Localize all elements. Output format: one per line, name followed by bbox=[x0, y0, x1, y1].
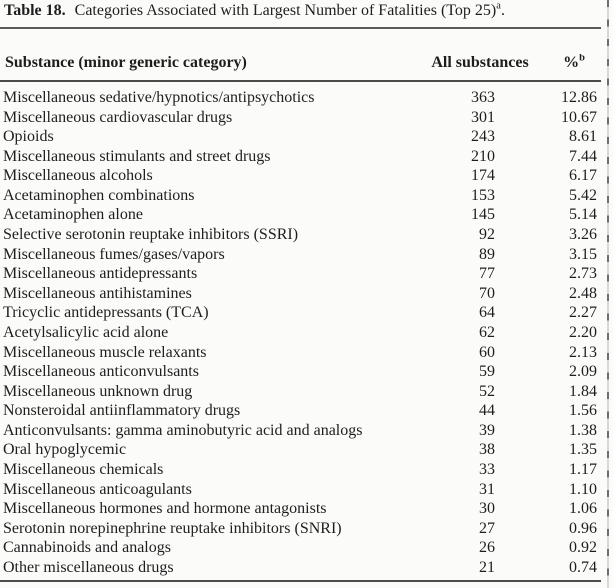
table-row bbox=[0, 166, 601, 186]
percent-cell: 5.42 bbox=[569, 186, 597, 204]
count-cell: 301 bbox=[471, 108, 495, 126]
table-row bbox=[0, 421, 601, 441]
column-header-percent bbox=[540, 54, 601, 72]
percent-cell: 6.17 bbox=[569, 167, 597, 185]
table-row bbox=[0, 205, 601, 225]
count-cell: 60 bbox=[479, 343, 495, 361]
count-cell: 38 bbox=[479, 441, 495, 459]
count-cell: 33 bbox=[479, 460, 495, 478]
table-title-footnote-marker: a bbox=[496, 0, 501, 12]
table-row bbox=[0, 382, 601, 402]
percent-cell: 0.96 bbox=[569, 519, 597, 537]
substance-cell: Nonsteroidal antiinflammatory drugs bbox=[3, 402, 241, 420]
rule-below-header bbox=[0, 80, 601, 82]
percent-cell: 5.14 bbox=[569, 206, 597, 224]
percent-cell: 1.06 bbox=[569, 500, 597, 518]
percent-cell: 10.67 bbox=[561, 108, 597, 126]
count-cell: 44 bbox=[479, 402, 495, 420]
substance-cell: Other miscellaneous drugs bbox=[3, 558, 174, 576]
percent-cell: 2.73 bbox=[569, 265, 597, 283]
table-row bbox=[0, 245, 601, 265]
table-title bbox=[4, 2, 505, 20]
table-title-text: Categories Associated with Largest Number of Fatalities (Top 25) bbox=[74, 2, 497, 19]
table-row bbox=[0, 460, 601, 480]
table-body bbox=[0, 88, 601, 577]
percent-cell: 2.13 bbox=[569, 343, 597, 361]
table-row bbox=[0, 225, 601, 245]
percent-cell: 0.74 bbox=[569, 558, 597, 576]
substance-cell: Miscellaneous hormones and hormone antagonists bbox=[3, 500, 327, 518]
count-cell: 59 bbox=[479, 363, 495, 381]
table-row bbox=[0, 440, 601, 460]
table-row bbox=[0, 186, 601, 206]
substance-cell: Miscellaneous anticoagulants bbox=[3, 480, 192, 498]
substance-cell: Miscellaneous anticonvulsants bbox=[3, 363, 199, 381]
substance-cell: Miscellaneous alcohols bbox=[3, 167, 153, 185]
rule-below-title bbox=[0, 27, 601, 29]
substance-cell: Miscellaneous muscle relaxants bbox=[3, 343, 207, 361]
percent-cell: 1.10 bbox=[569, 480, 597, 498]
percent-cell: 3.26 bbox=[569, 226, 597, 244]
count-cell: 27 bbox=[479, 519, 495, 537]
column-header-all-substances: All substances bbox=[431, 54, 529, 71]
table-row bbox=[0, 303, 601, 323]
count-cell: 70 bbox=[479, 284, 495, 302]
table-title-period: . bbox=[500, 2, 505, 19]
substance-cell: Miscellaneous chemicals bbox=[3, 460, 164, 478]
percent-cell: 1.17 bbox=[569, 460, 597, 478]
substance-cell: Anticonvulsants: gamma aminobutyric acid and analogs bbox=[3, 421, 363, 439]
count-cell: 21 bbox=[479, 558, 495, 576]
table-row bbox=[0, 323, 601, 343]
percent-cell: 1.84 bbox=[569, 382, 597, 400]
count-cell: 89 bbox=[479, 245, 495, 263]
percent-cell: 12.86 bbox=[561, 89, 597, 106]
count-cell: 39 bbox=[479, 421, 495, 439]
count-cell: 153 bbox=[471, 186, 495, 204]
count-cell: 77 bbox=[479, 265, 495, 283]
table-row bbox=[0, 538, 601, 558]
percent-cell: 2.27 bbox=[569, 304, 597, 322]
count-cell: 363 bbox=[471, 89, 495, 106]
substance-cell: Acetaminophen combinations bbox=[3, 186, 195, 204]
substance-cell: Cannabinoids and analogs bbox=[3, 539, 171, 557]
percent-footnote-marker: b bbox=[579, 54, 585, 64]
table-row bbox=[0, 519, 601, 539]
substance-cell: Miscellaneous antidepressants bbox=[3, 265, 198, 283]
table-row bbox=[0, 264, 601, 284]
count-cell: 62 bbox=[479, 323, 495, 341]
count-cell: 52 bbox=[479, 382, 495, 400]
substance-cell: Serotonin norepinephrine reuptake inhibitors (SNRI) bbox=[3, 519, 342, 537]
count-cell: 64 bbox=[479, 304, 495, 322]
table-header-row bbox=[0, 54, 601, 72]
table-row bbox=[0, 284, 601, 304]
table-row bbox=[0, 558, 601, 578]
percent-cell: 2.20 bbox=[569, 323, 597, 341]
substance-cell: Tricyclic antidepressants (TCA) bbox=[3, 304, 209, 322]
rule-bottom bbox=[0, 580, 601, 582]
percent-cell: 3.15 bbox=[569, 245, 597, 263]
percent-cell: 8.61 bbox=[569, 128, 597, 146]
substance-cell: Selective serotonin reuptake inhibitors (SSRI) bbox=[3, 226, 299, 244]
percent-cell: 2.48 bbox=[569, 284, 597, 302]
table-number-label: Table 18. bbox=[4, 2, 66, 19]
substance-cell: Miscellaneous fumes/gases/vapors bbox=[3, 245, 225, 263]
table-row bbox=[0, 343, 601, 363]
count-cell: 145 bbox=[471, 206, 495, 224]
percent-cell: 0.92 bbox=[569, 539, 597, 557]
table-row bbox=[0, 401, 601, 421]
substance-cell: Miscellaneous sedative/hypnotics/antipsychotics bbox=[3, 89, 315, 106]
page-edge-artifact bbox=[607, 0, 609, 588]
count-cell: 26 bbox=[479, 539, 495, 557]
percent-cell: 7.44 bbox=[569, 147, 597, 165]
percent-cell: 2.09 bbox=[569, 363, 597, 381]
percent-cell: 1.56 bbox=[569, 402, 597, 420]
table-row bbox=[0, 127, 601, 147]
table-row bbox=[0, 147, 601, 167]
count-cell: 243 bbox=[471, 128, 495, 146]
substance-cell: Miscellaneous antihistamines bbox=[3, 284, 192, 302]
substance-cell: Miscellaneous stimulants and street drugs bbox=[3, 147, 271, 165]
substance-cell: Oral hypoglycemic bbox=[3, 441, 127, 459]
table-row bbox=[0, 108, 601, 128]
percent-cell: 1.35 bbox=[569, 441, 597, 459]
table-row bbox=[0, 499, 601, 519]
count-cell: 174 bbox=[471, 167, 495, 185]
table-row bbox=[0, 88, 601, 108]
count-cell: 210 bbox=[471, 147, 495, 165]
table-row bbox=[0, 480, 601, 500]
table-row bbox=[0, 362, 601, 382]
count-cell: 30 bbox=[479, 500, 495, 518]
count-cell: 92 bbox=[479, 226, 495, 244]
percent-cell: 1.38 bbox=[569, 421, 597, 439]
substance-cell: Miscellaneous cardiovascular drugs bbox=[3, 108, 233, 126]
percent-sign: % bbox=[563, 54, 580, 71]
column-header-substance: Substance (minor generic category) bbox=[5, 54, 247, 71]
count-cell: 31 bbox=[479, 480, 495, 498]
substance-cell: Opioids bbox=[3, 128, 54, 146]
substance-cell: Miscellaneous unknown drug bbox=[3, 382, 193, 400]
substance-cell: Acetylsalicylic acid alone bbox=[3, 323, 169, 341]
substance-cell: Acetaminophen alone bbox=[3, 206, 143, 224]
